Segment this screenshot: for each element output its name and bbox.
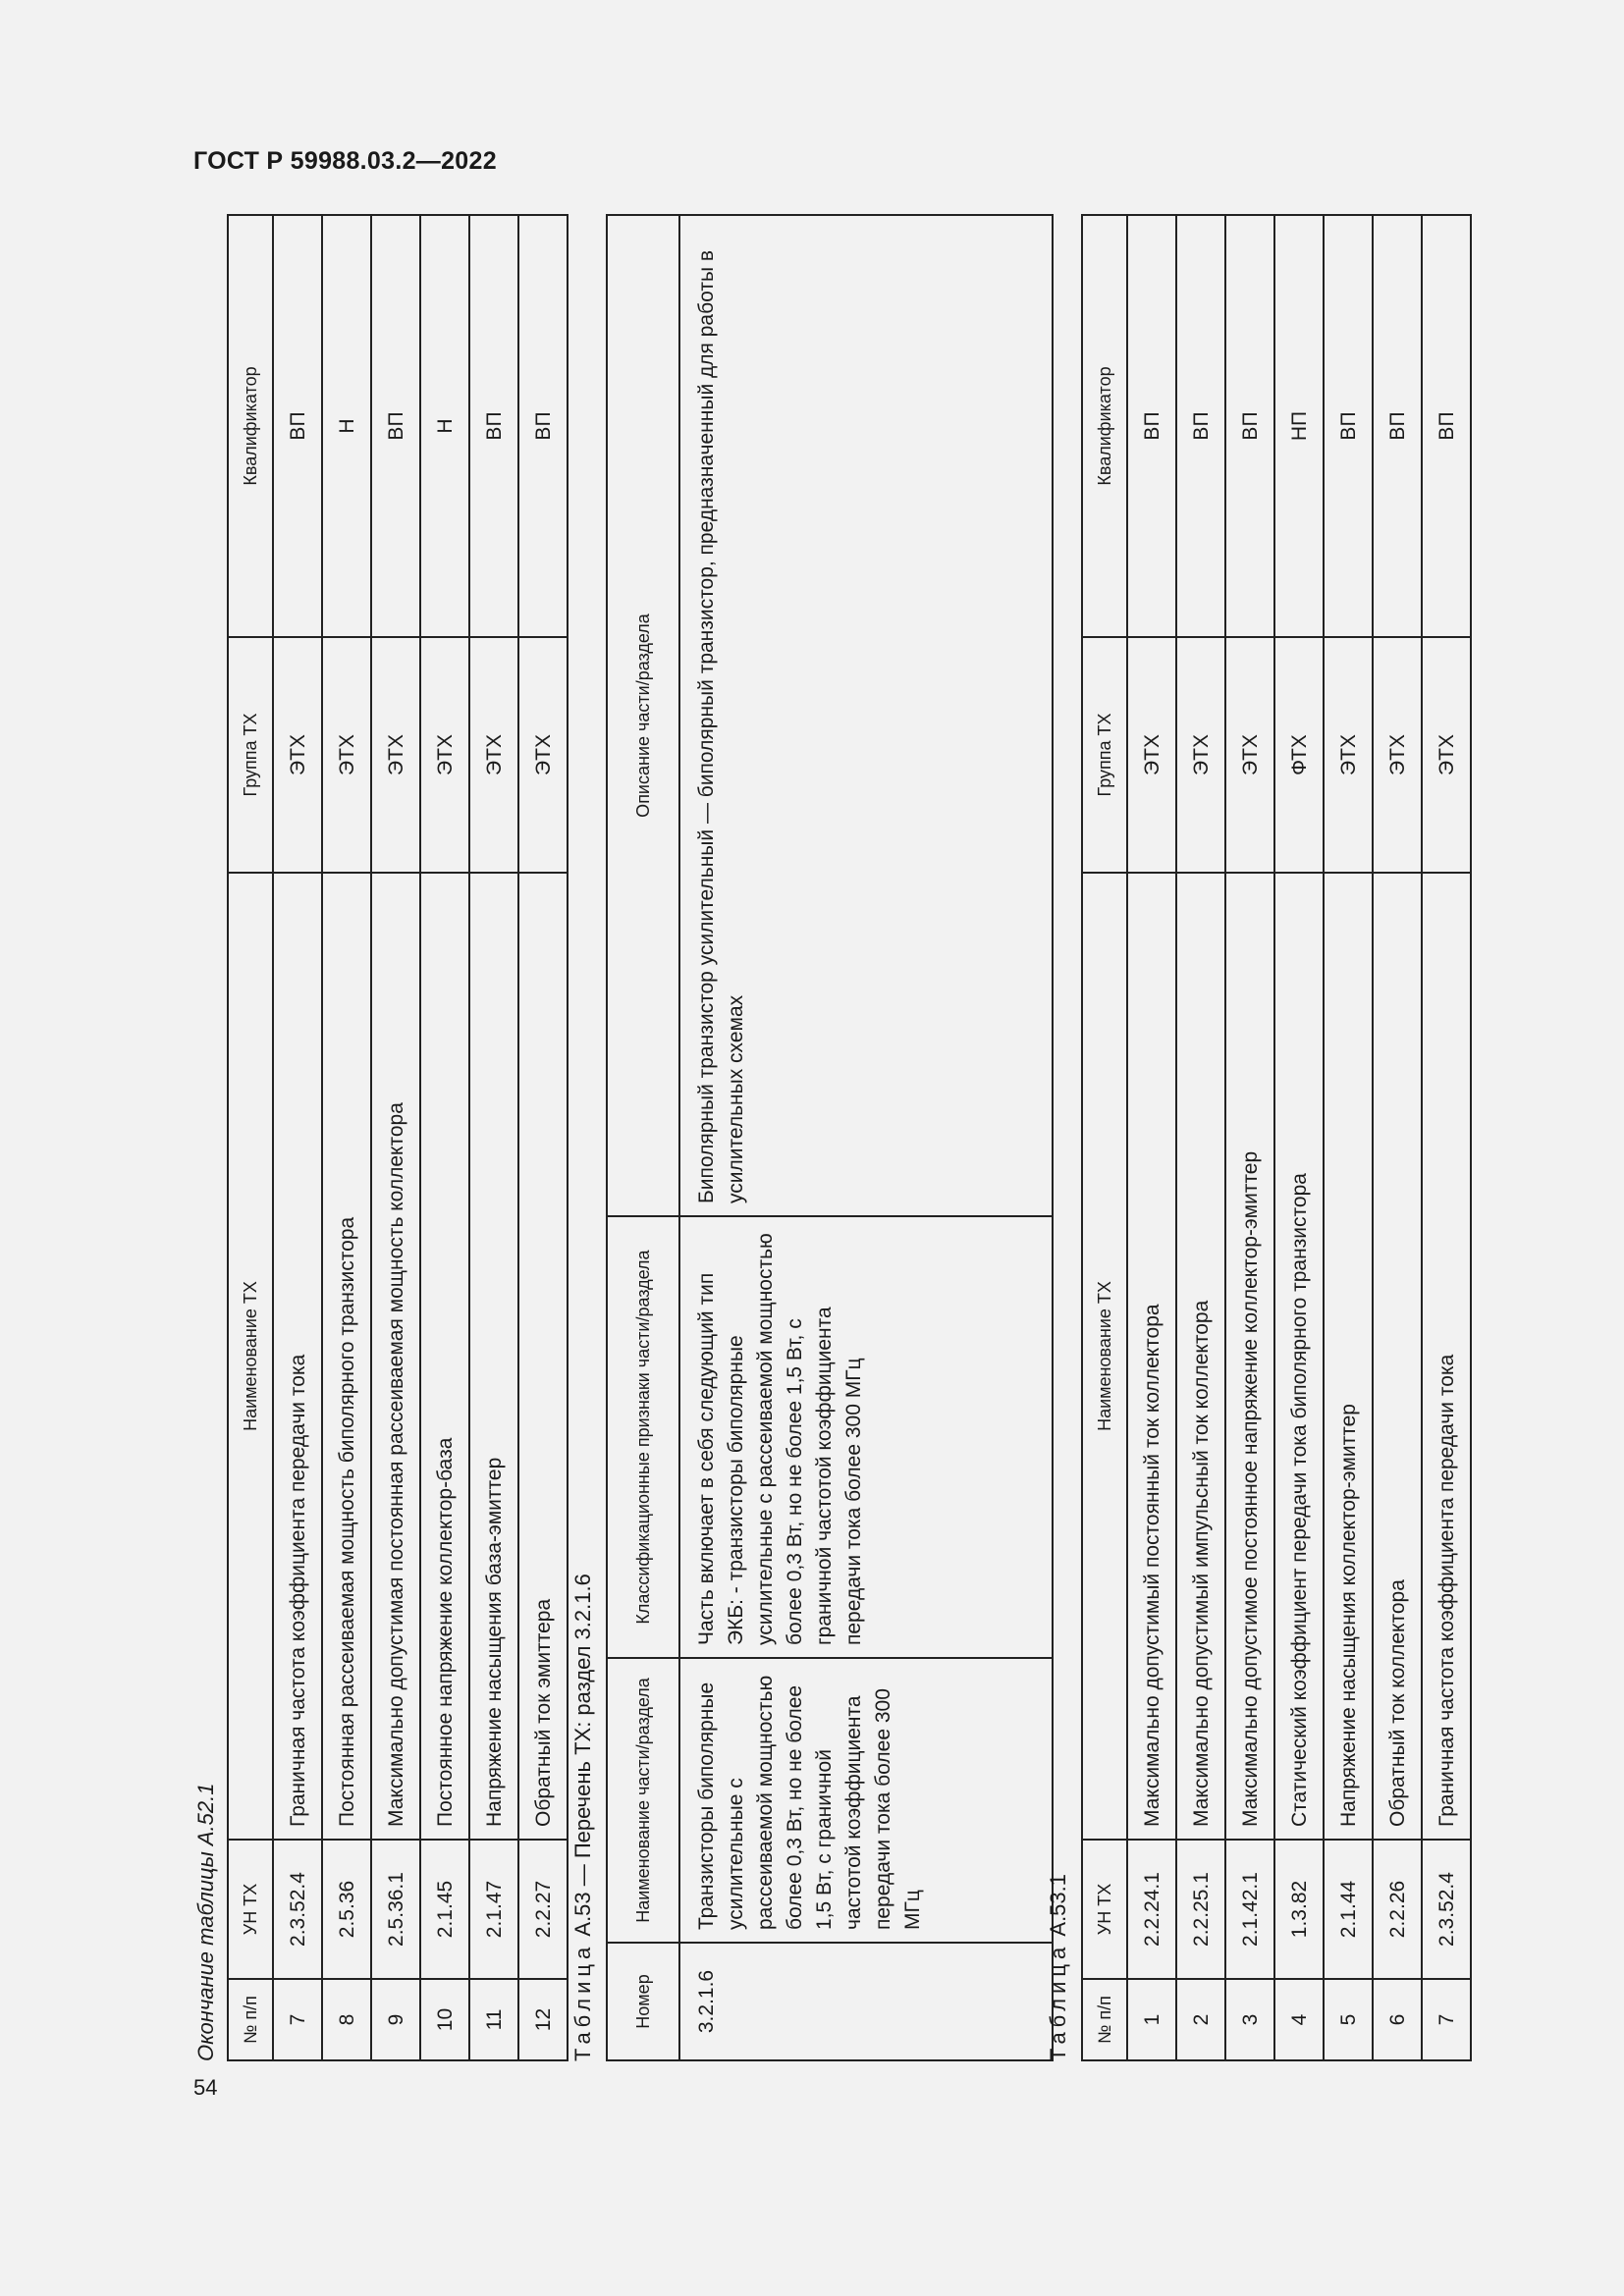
col-header-qualifier: Квалификатор <box>1082 215 1127 637</box>
qualifier: ВП <box>1127 215 1176 637</box>
qualifier: ВП <box>1225 215 1274 637</box>
characteristic-name: Максимально допустимый постоянный ток коллектора <box>1127 873 1176 1840</box>
part-number: 3.2.1.6 <box>679 1943 1053 2060</box>
row-number: 2 <box>1176 1979 1225 2060</box>
table-row <box>420 215 469 2060</box>
ux-code: 2.1.47 <box>469 1840 518 1979</box>
table-header-row <box>607 215 679 2060</box>
table-a53-1 <box>1081 214 1472 2061</box>
col-header-name: Наименование ТХ <box>228 873 273 1840</box>
row-number: 7 <box>273 1979 322 2060</box>
characteristic-name: Обратный ток коллектора <box>1373 873 1422 1840</box>
ux-code: 2.5.36.1 <box>371 1840 420 1979</box>
col-header-code: УН ТХ <box>228 1840 273 1979</box>
group: ЭТХ <box>1176 637 1225 873</box>
ux-code: 1.3.82 <box>1274 1840 1324 1979</box>
group: ЭТХ <box>371 637 420 873</box>
table1-caption: Окончание таблицы А.52.1 <box>193 1783 218 2061</box>
ux-code: 2.5.36 <box>322 1840 371 1979</box>
row-number: 8 <box>322 1979 371 2060</box>
table-a53 <box>606 214 1054 2061</box>
page-number: 54 <box>193 2075 218 2100</box>
characteristic-name: Максимально допустимый импульсный ток коллектора <box>1176 873 1225 1840</box>
group: ЭТХ <box>1373 637 1422 873</box>
qualifier: НП <box>1274 215 1324 637</box>
qualifier: ВП <box>518 215 568 637</box>
row-number: 7 <box>1422 1979 1471 2060</box>
ux-code: 2.1.44 <box>1324 1840 1373 1979</box>
group: ЭТХ <box>1324 637 1373 873</box>
group: ФТХ <box>1274 637 1324 873</box>
group: ЭТХ <box>1225 637 1274 873</box>
characteristic-name: Напряжение насыщения коллектор-эмиттер <box>1324 873 1373 1840</box>
row-number: 4 <box>1274 1979 1324 2060</box>
col-header-num: № п/п <box>1082 1979 1127 2060</box>
characteristic-name: Граничная частота коэффициента передачи тока <box>273 873 322 1840</box>
ux-code: 2.3.52.4 <box>273 1840 322 1979</box>
col-header-num: № п/п <box>228 1979 273 2060</box>
col-header-qualifier: Квалификатор <box>228 215 273 637</box>
col-header-description: Описание части/раздела <box>607 215 679 1216</box>
table2-caption-label: Таблица <box>570 1942 595 2061</box>
table-row <box>1422 215 1471 2060</box>
table-header-row <box>228 215 273 2060</box>
row-number: 9 <box>371 1979 420 2060</box>
part-description: Биполярный транзистор усилительный — биполярный транзистор, предназначенный для работы в усилительных схемах <box>679 215 1053 1216</box>
table-row <box>1127 215 1176 2060</box>
table-row <box>1225 215 1274 2060</box>
table2-caption-text: А.53 — Перечень ТХ: раздел 3.2.1.6 <box>570 1574 595 1937</box>
document-header: ГОСТ Р 59988.03.2—2022 <box>193 147 497 175</box>
table3-caption-label: Таблица <box>1046 1942 1070 2061</box>
col-header-code: УН ТХ <box>1082 1840 1127 1979</box>
ux-code: 2.2.25.1 <box>1176 1840 1225 1979</box>
ux-code: 2.3.52.4 <box>1422 1840 1471 1979</box>
qualifier: ВП <box>1422 215 1471 637</box>
table-header-row <box>1082 215 1127 2060</box>
row-number: 11 <box>469 1979 518 2060</box>
group: ЭТХ <box>420 637 469 873</box>
ux-code: 2.1.45 <box>420 1840 469 1979</box>
table-row <box>322 215 371 2060</box>
characteristic-name: Статический коэффициент передачи тока биполярного транзистора <box>1274 873 1324 1840</box>
ux-code: 2.2.26 <box>1373 1840 1422 1979</box>
ux-code: 2.2.27 <box>518 1840 568 1979</box>
table2-caption <box>570 1574 596 2061</box>
qualifier: ВП <box>1373 215 1422 637</box>
qualifier: Н <box>420 215 469 637</box>
table-a52-1-end <box>227 214 568 2061</box>
col-header-features: Классификационные признаки части/раздела <box>607 1216 679 1658</box>
characteristic-name: Постоянное напряжение коллектор-база <box>420 873 469 1840</box>
qualifier: ВП <box>1176 215 1225 637</box>
table-row <box>679 215 1053 2060</box>
group: ЭТХ <box>1127 637 1176 873</box>
table3-caption <box>1046 1874 1071 2061</box>
group: ЭТХ <box>273 637 322 873</box>
group: ЭТХ <box>469 637 518 873</box>
col-header-name: Наименование ТХ <box>1082 873 1127 1840</box>
qualifier: Н <box>322 215 371 637</box>
qualifier: ВП <box>273 215 322 637</box>
rotated-content <box>193 216 1480 2061</box>
col-header-part-name: Наименование части/раздела <box>607 1658 679 1943</box>
ux-code: 2.2.24.1 <box>1127 1840 1176 1979</box>
col-header-number: Номер <box>607 1943 679 2060</box>
table3-caption-text: А.53.1 <box>1046 1874 1070 1937</box>
qualifier: ВП <box>469 215 518 637</box>
qualifier: ВП <box>371 215 420 637</box>
row-number: 5 <box>1324 1979 1373 2060</box>
table-row <box>1176 215 1225 2060</box>
row-number: 12 <box>518 1979 568 2060</box>
row-number: 3 <box>1225 1979 1274 2060</box>
characteristic-name: Обратный ток эмиттера <box>518 873 568 1840</box>
characteristic-name: Максимально допустимая постоянная рассеиваемая мощность коллектора <box>371 873 420 1840</box>
table-row <box>273 215 322 2060</box>
ux-code: 2.1.42.1 <box>1225 1840 1274 1979</box>
group: ЭТХ <box>1422 637 1471 873</box>
part-features: Часть включает в себя следующий тип ЭКБ: - транзисторы биполярные усилительные с рассеиваемой мощностью более 0,3 Вт, но не более 1,5 Вт, с граничной частотой коэффициента передачи тока более 300 МГц <box>679 1216 1053 1658</box>
group: ЭТХ <box>322 637 371 873</box>
row-number: 10 <box>420 1979 469 2060</box>
row-number: 1 <box>1127 1979 1176 2060</box>
qualifier: ВП <box>1324 215 1373 637</box>
table-row <box>1324 215 1373 2060</box>
table-row <box>371 215 420 2060</box>
characteristic-name: Максимально допустимое постоянное напряжение коллектор-эмиттер <box>1225 873 1274 1840</box>
table-row <box>1373 215 1422 2060</box>
part-name: Транзисторы биполярные усилительные с рассеиваемой мощностью более 0,3 Вт, но не более 1,5 Вт, с граничной частотой коэффициента передачи тока более 300 МГц <box>679 1658 1053 1943</box>
col-header-group: Группа ТХ <box>228 637 273 873</box>
table-row <box>469 215 518 2060</box>
col-header-group: Группа ТХ <box>1082 637 1127 873</box>
group: ЭТХ <box>518 637 568 873</box>
characteristic-name: Напряжение насыщения база-эмиттер <box>469 873 518 1840</box>
table-row <box>1274 215 1324 2060</box>
table-row <box>518 215 568 2060</box>
row-number: 6 <box>1373 1979 1422 2060</box>
characteristic-name: Постоянная рассеиваемая мощность биполярного транзистора <box>322 873 371 1840</box>
characteristic-name: Граничная частота коэффициента передачи тока <box>1422 873 1471 1840</box>
